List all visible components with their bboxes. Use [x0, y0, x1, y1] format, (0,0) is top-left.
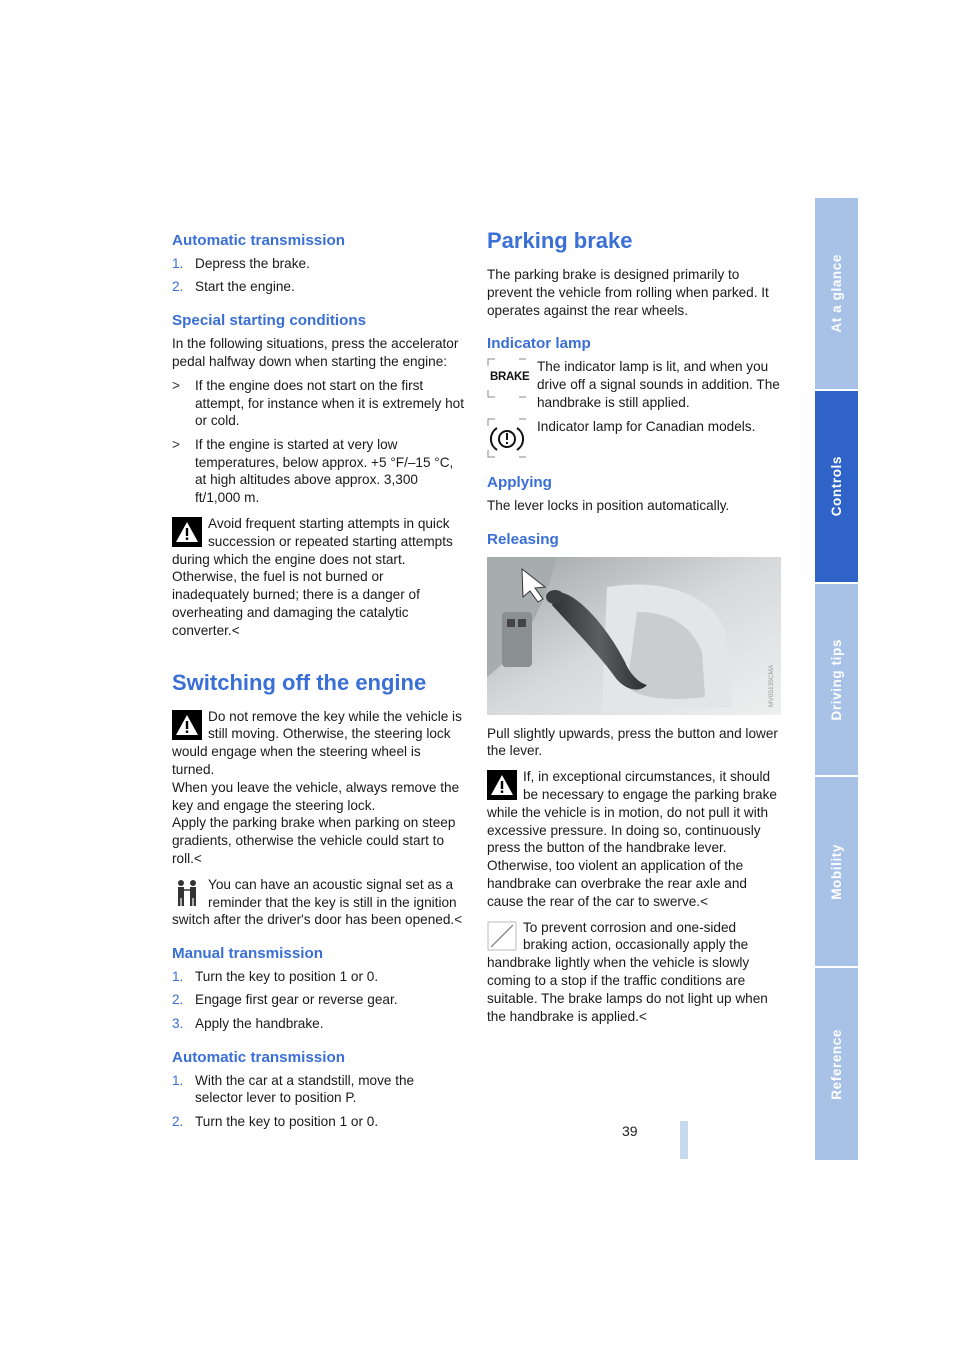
special-bullets — [172, 377, 464, 507]
list-item: 1. Turn the key to position 1 or 0. — [172, 969, 379, 985]
warning-icon — [172, 517, 202, 547]
page-number: 39 — [622, 1123, 638, 1139]
list-item: 2. Turn the key to position 1 or 0. — [172, 1113, 379, 1129]
special-intro: In the following situations, press the accelerator pedal halfway down when starting the engine: — [172, 336, 459, 369]
list-item: 2. Start the engine. — [172, 279, 295, 295]
service-note: You can have an acoustic signal set as a reminder that the key is still in the ignition switch after the driver's door has been opened.< — [172, 876, 463, 928]
warning-note: Do not remove the key while the vehicle is still moving. Otherwise, the steering lock would engage when the steering wheel is turned. When you leave the vehicle, always remove the key and engage the steering lock. Apply the parking brake when parking on steep gradients, otherwise the vehicle could start to roll.< — [172, 708, 462, 866]
warning-icon — [487, 770, 517, 800]
parking-intro: The parking brake is designed primarily to prevent the vehicle from rolling when parked. It operates against the rear wheels. — [487, 267, 769, 318]
list-item: 1. Depress the brake. — [172, 256, 310, 271]
warning-note: If, in exceptional circumstances, it should be necessary to engage the parking brake while the vehicle is in motion, do not pull it with excessive pressure. In doing so, continuously press the button of the handbrake lever. Otherwise, too violent an application of the handbrake can overbrake the rear axle and cause the rear of the car to swerve.< — [487, 769, 777, 909]
svg-text:MV05135CMA: MV05135CMA — [768, 664, 775, 707]
warning-icon — [172, 710, 202, 740]
right-column — [487, 228, 781, 1031]
service-mechanic-icon — [172, 878, 202, 908]
brake-indicator-row: BRAKE The indicator lamp is lit, and when you drive off a signal sounds in addition. The handbrake is still applied. — [487, 358, 781, 411]
brake-lamp-icon: BRAKE — [487, 358, 527, 398]
handbrake-photo — [487, 557, 781, 715]
release-text: Pull slightly upwards, press the button and lower the lever. — [487, 725, 778, 759]
left-column — [172, 228, 464, 1137]
automatic-transmission-off-heading: Automatic transmission — [172, 1048, 346, 1066]
automatic-start-steps — [172, 255, 464, 296]
parking-brake-heading: Parking brake — [487, 228, 633, 253]
warning-note: Avoid frequent starting attempts in quick succession or repeated starting attempts during which the engine does not start. Otherwise, the fuel is not burned or inadequately burned; there is a danger of overheating and damaging the catalytic converter.< — [172, 515, 453, 638]
tab-driving-tips[interactable]: Driving tips — [815, 584, 858, 775]
list-item: 1. With the car at a standstill, move the selector lever to position P. — [172, 1072, 415, 1106]
manual-steps — [172, 968, 464, 1033]
canada-brake-lamp-icon — [487, 418, 527, 458]
list-item: > If the engine does not start on the first attempt, for instance when it is extremely hot or cold. — [172, 377, 464, 429]
tab-mobility[interactable]: Mobility — [815, 777, 858, 966]
section-sidebar — [815, 198, 858, 1162]
list-item: 3. Apply the handbrake. — [172, 1015, 324, 1031]
releasing-heading: Releasing — [487, 530, 559, 548]
manual-transmission-heading: Manual transmission — [172, 945, 324, 963]
tip-icon — [487, 921, 517, 951]
canada-indicator-row: Indicator lamp for Canadian models. — [487, 418, 781, 458]
tab-reference[interactable]: Reference — [815, 968, 858, 1160]
applying-heading: Applying — [487, 473, 552, 491]
list-item: > If the engine is started at very low temperatures, below approx. +5 °F/–15 °C, at high altitudes above approx. 3,300 ft/1,000 m. — [172, 436, 454, 506]
tab-controls[interactable]: Controls — [815, 391, 858, 582]
indicator-lamp-heading: Indicator lamp — [487, 335, 591, 353]
list-item: 2. Engage first gear or reverse gear. — [172, 992, 398, 1008]
special-starting-heading: Special starting conditions — [172, 312, 367, 330]
applying-text: The lever locks in position automatically. — [487, 497, 730, 513]
page-marker — [680, 1121, 688, 1159]
switching-off-heading: Switching off the engine — [172, 669, 427, 695]
tip-note: To prevent corrosion and one-sided braking action, occasionally apply the handbrake lightly when the vehicle is slowly coming to a stop if the traffic conditions are suitable. The brake lamps do not light up when the handbrake is applied.< — [487, 919, 768, 1024]
tab-at-a-glance[interactable]: At a glance — [815, 198, 858, 389]
automatic-off-steps — [172, 1072, 464, 1131]
automatic-transmission-heading: Automatic transmission — [172, 232, 346, 249]
